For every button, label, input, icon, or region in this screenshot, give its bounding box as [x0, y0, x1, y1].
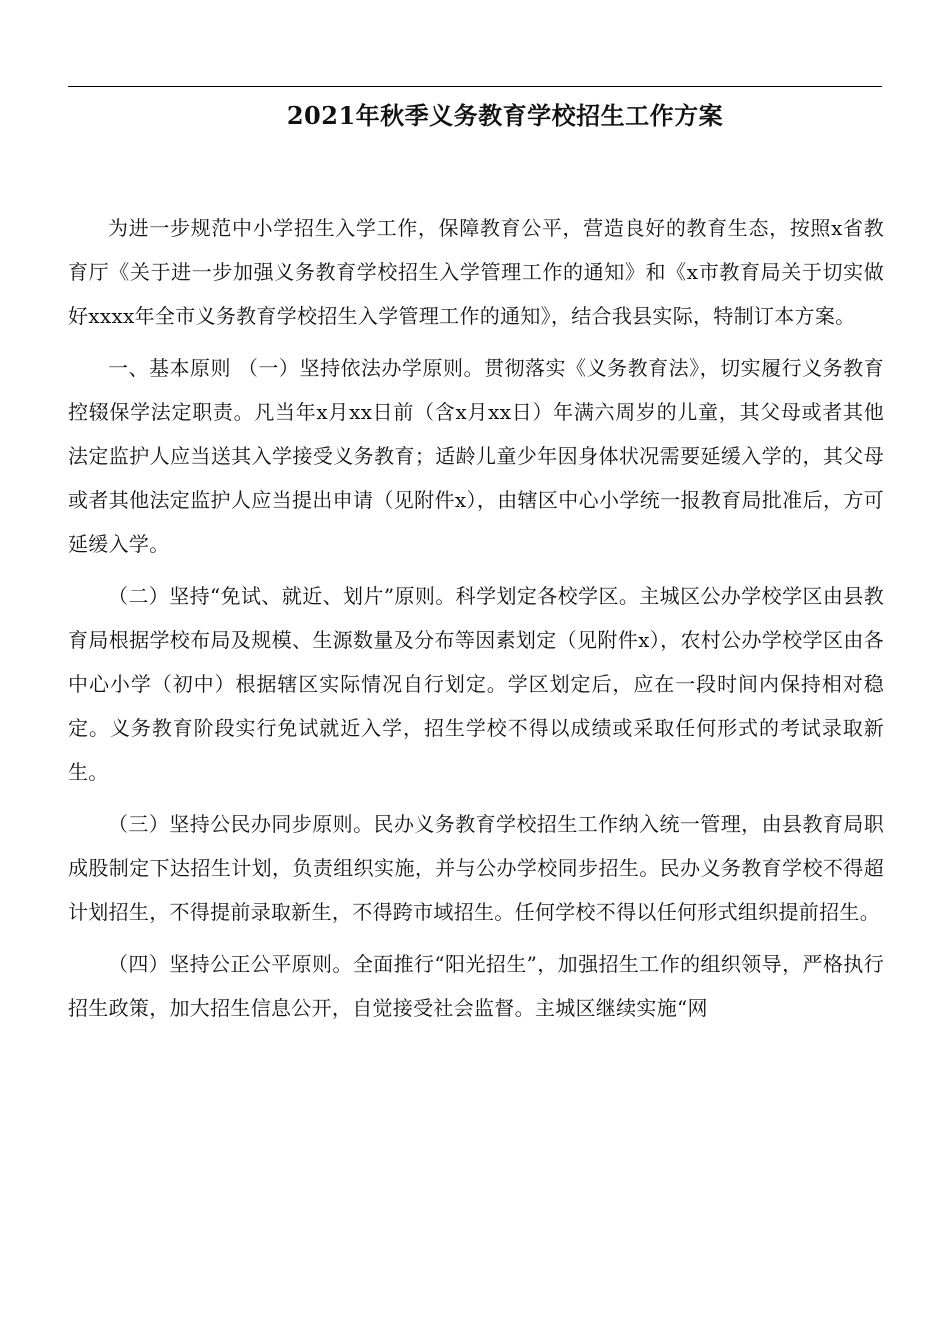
- document-title: 2021年秋季义务教育学校招生工作方案: [286, 101, 724, 130]
- paragraph-principle-3: （三）坚持公民办同步原则。民办义务教育学校招生工作纳入统一管理，由县教育局职成股制定下达招生计划，负责组织实施，并与公办学校同步招生。民办义务教育学校不得超计划招生，不得提前录取新生，不得跨市域招生。任何学校不得以任何形式组织提前招生。: [68, 812, 884, 924]
- paragraph-intro: 为进一步规范中小学招生入学工作，保障教育公平，营造良好的教育生态，按照x省教育厅《关于进一步加强义务教育学校招生入学管理工作的通知》和《x市教育局关于切实做好xxxx年全市义务教育学校招生入学管理工作的通知》，结合我县实际，特制订本方案。: [68, 216, 884, 328]
- paragraph-principle-2: （二）坚持“免试、就近、划片”原则。科学划定各校学区。主城区公办学校学区由县教育局根据学校布局及规模、生源数量及分布等因素划定（见附件x），农村公办学校学区由各中心小学（初中）根据辖区实际情况自行划定。学区划定后，应在一段时间内保持相对稳定。义务教育阶段实行免试就近入学，招生学校不得以成绩或采取任何形式的考试录取新生。: [68, 584, 884, 784]
- document-body: [68, 206, 884, 1030]
- header-rule: [68, 86, 882, 87]
- paragraph-principle-4: （四）坚持公正公平原则。全面推行“阳光招生”，加强招生工作的组织领导，严格执行招生政策，加大招生信息公开，自觉接受社会监督。主城区继续实施“网: [68, 952, 884, 1020]
- paragraph-principle-1: 一、基本原则 （一）坚持依法办学原则。贯彻落实《义务教育法》，切实履行义务教育控辍保学法定职责。凡当年x月xx日前（含x月xx日）年满六周岁的儿童，其父母或者其他法定监护人应当送其入学接受义务教育；适龄儿童少年因身体状况需要延缓入学的，其父母或者其他法定监护人应当提出申请（见附件x），由辖区中心小学统一报教育局批准后，方可延缓入学。: [68, 356, 884, 556]
